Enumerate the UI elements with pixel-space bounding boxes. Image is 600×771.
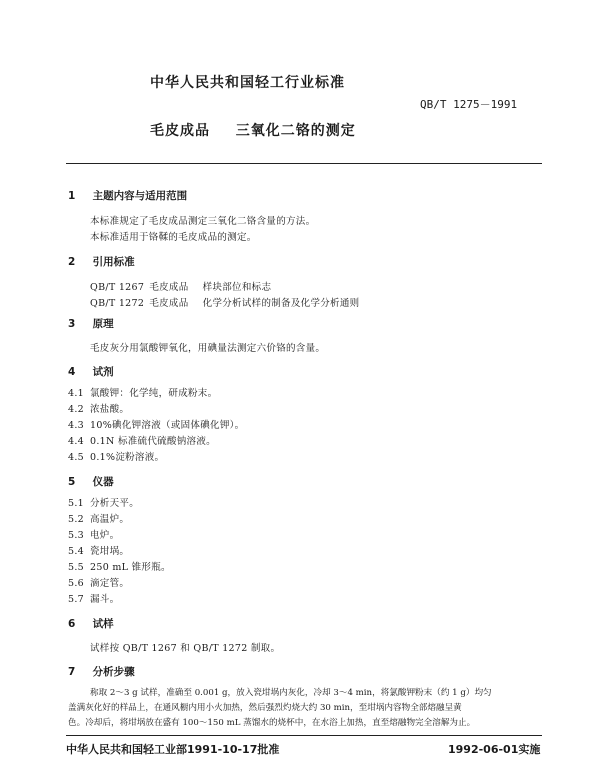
- item-number: 4.2: [68, 404, 85, 415]
- section-number: 4: [68, 366, 76, 378]
- item-text: 0.1N 标准硫代硫酸钠溶液。: [90, 436, 216, 447]
- apparatus-item: [68, 543, 129, 557]
- item-text: 分析天平。: [90, 498, 140, 509]
- reagent-item: [68, 449, 164, 463]
- section-number: 7: [68, 666, 76, 678]
- section-7-line-2: 盖满灰化好的样品上，在通风橱内用小火加热，然后强烈灼烧大约 30 min，至坩埚内容物全部熔融呈黄: [68, 703, 462, 713]
- apparatus-item: [68, 495, 139, 509]
- apparatus-item: [68, 559, 171, 573]
- section-title: 分析步骤: [92, 666, 135, 678]
- section-number: 2: [68, 256, 76, 268]
- item-number: 5.1: [68, 498, 85, 509]
- document-title: [150, 120, 356, 140]
- apparatus-item: [68, 591, 119, 605]
- reagent-item: [68, 401, 129, 415]
- item-number: 5.3: [68, 530, 85, 541]
- item-number: 5.4: [68, 546, 85, 557]
- item-number: 4.5: [68, 452, 85, 463]
- item-number: 5.5: [68, 562, 85, 573]
- item-text: 瓷坩埚。: [90, 546, 130, 557]
- reference-item: [90, 279, 271, 293]
- reference-code: QB/T 1272: [90, 298, 145, 309]
- section-number: 3: [68, 318, 76, 330]
- section-1-line-2: 本标准适用于铬鞣的毛皮成品的测定。: [90, 232, 257, 243]
- section-6-heading: [68, 616, 114, 631]
- item-number: 4.4: [68, 436, 85, 447]
- reagent-item: [68, 417, 244, 431]
- approval-line: 中华人民共和国轻工业部1991-10-17批准: [66, 743, 280, 756]
- item-text: 氯酸钾：化学纯，研成粉末。: [90, 388, 218, 399]
- section-title: 仪器: [92, 476, 114, 488]
- standard-code: QB/T 1275－1991: [420, 98, 518, 111]
- section-7-line-3: 色。冷却后，将坩埚放在盛有 100～150 mL 蒸馏水的烧杯中，在水浴上加热，直至熔融物完全溶解为止。: [68, 718, 476, 728]
- item-number: 4.3: [68, 420, 85, 431]
- reagent-item: [68, 385, 217, 399]
- reference-name: 毛皮成品: [149, 298, 189, 309]
- reference-item: [90, 295, 359, 309]
- section-3-text: 毛皮灰分用氯酸钾氧化，用碘量法测定六价铬的含量。: [90, 343, 326, 354]
- section-title: 主题内容与适用范围: [92, 190, 188, 202]
- implementation-date: 1992-06-01实施: [448, 743, 541, 756]
- section-1-heading: [68, 188, 187, 203]
- footer-rule: [66, 735, 542, 736]
- section-5-heading: [68, 474, 114, 489]
- section-4-heading: [68, 364, 114, 379]
- item-text: 250 mL 锥形瓶。: [90, 562, 171, 573]
- reagent-item: [68, 433, 216, 447]
- item-text: 高温炉。: [90, 514, 130, 525]
- item-text: 0.1%淀粉溶液。: [90, 452, 165, 463]
- item-number: 5.7: [68, 594, 85, 605]
- section-number: 1: [68, 190, 76, 202]
- section-title: 原理: [92, 318, 114, 330]
- apparatus-item: [68, 575, 129, 589]
- item-number: 5.2: [68, 514, 85, 525]
- item-number: 5.6: [68, 578, 85, 589]
- issuing-authority: 中华人民共和国轻工行业标准: [150, 75, 345, 91]
- reference-desc: 化学分析试样的制备及化学分析通则: [202, 298, 360, 309]
- section-7-heading: [68, 664, 135, 679]
- item-text: 滴定管。: [90, 578, 130, 589]
- item-text: 10%碘化钾溶液（或固体碘化钾）。: [90, 420, 245, 431]
- item-text: 漏斗。: [90, 594, 120, 605]
- section-6-text: 试样按 QB/T 1267 和 QB/T 1272 制取。: [90, 643, 281, 654]
- section-number: 6: [68, 618, 76, 630]
- item-number: 4.1: [68, 388, 85, 399]
- apparatus-item: [68, 511, 129, 525]
- reference-name: 毛皮成品: [149, 282, 189, 293]
- section-2-heading: [68, 254, 135, 269]
- section-3-heading: [68, 316, 114, 331]
- item-text: 电炉。: [90, 530, 120, 541]
- reference-code: QB/T 1267: [90, 282, 145, 293]
- apparatus-item: [68, 527, 119, 541]
- section-title: 试剂: [92, 366, 114, 378]
- section-7-line-1: 称取 2～3 g 试样，准确至 0.001 g，放入瓷坩埚内灰化，冷却 3～4 min，将氯酸钾粉末（约 1 g）均匀: [90, 688, 492, 698]
- section-title: 引用标准: [92, 256, 135, 268]
- section-number: 5: [68, 476, 76, 488]
- item-text: 浓盐酸。: [90, 404, 130, 415]
- section-1-line-1: 本标准规定了毛皮成品测定三氧化二铬含量的方法。: [90, 216, 316, 227]
- reference-desc: 样块部位和标志: [202, 282, 272, 293]
- title-main: 毛皮成品: [150, 123, 210, 139]
- header-rule: [66, 163, 542, 164]
- section-title: 试样: [92, 618, 114, 630]
- title-sub: 三氧化二铬的测定: [235, 123, 356, 139]
